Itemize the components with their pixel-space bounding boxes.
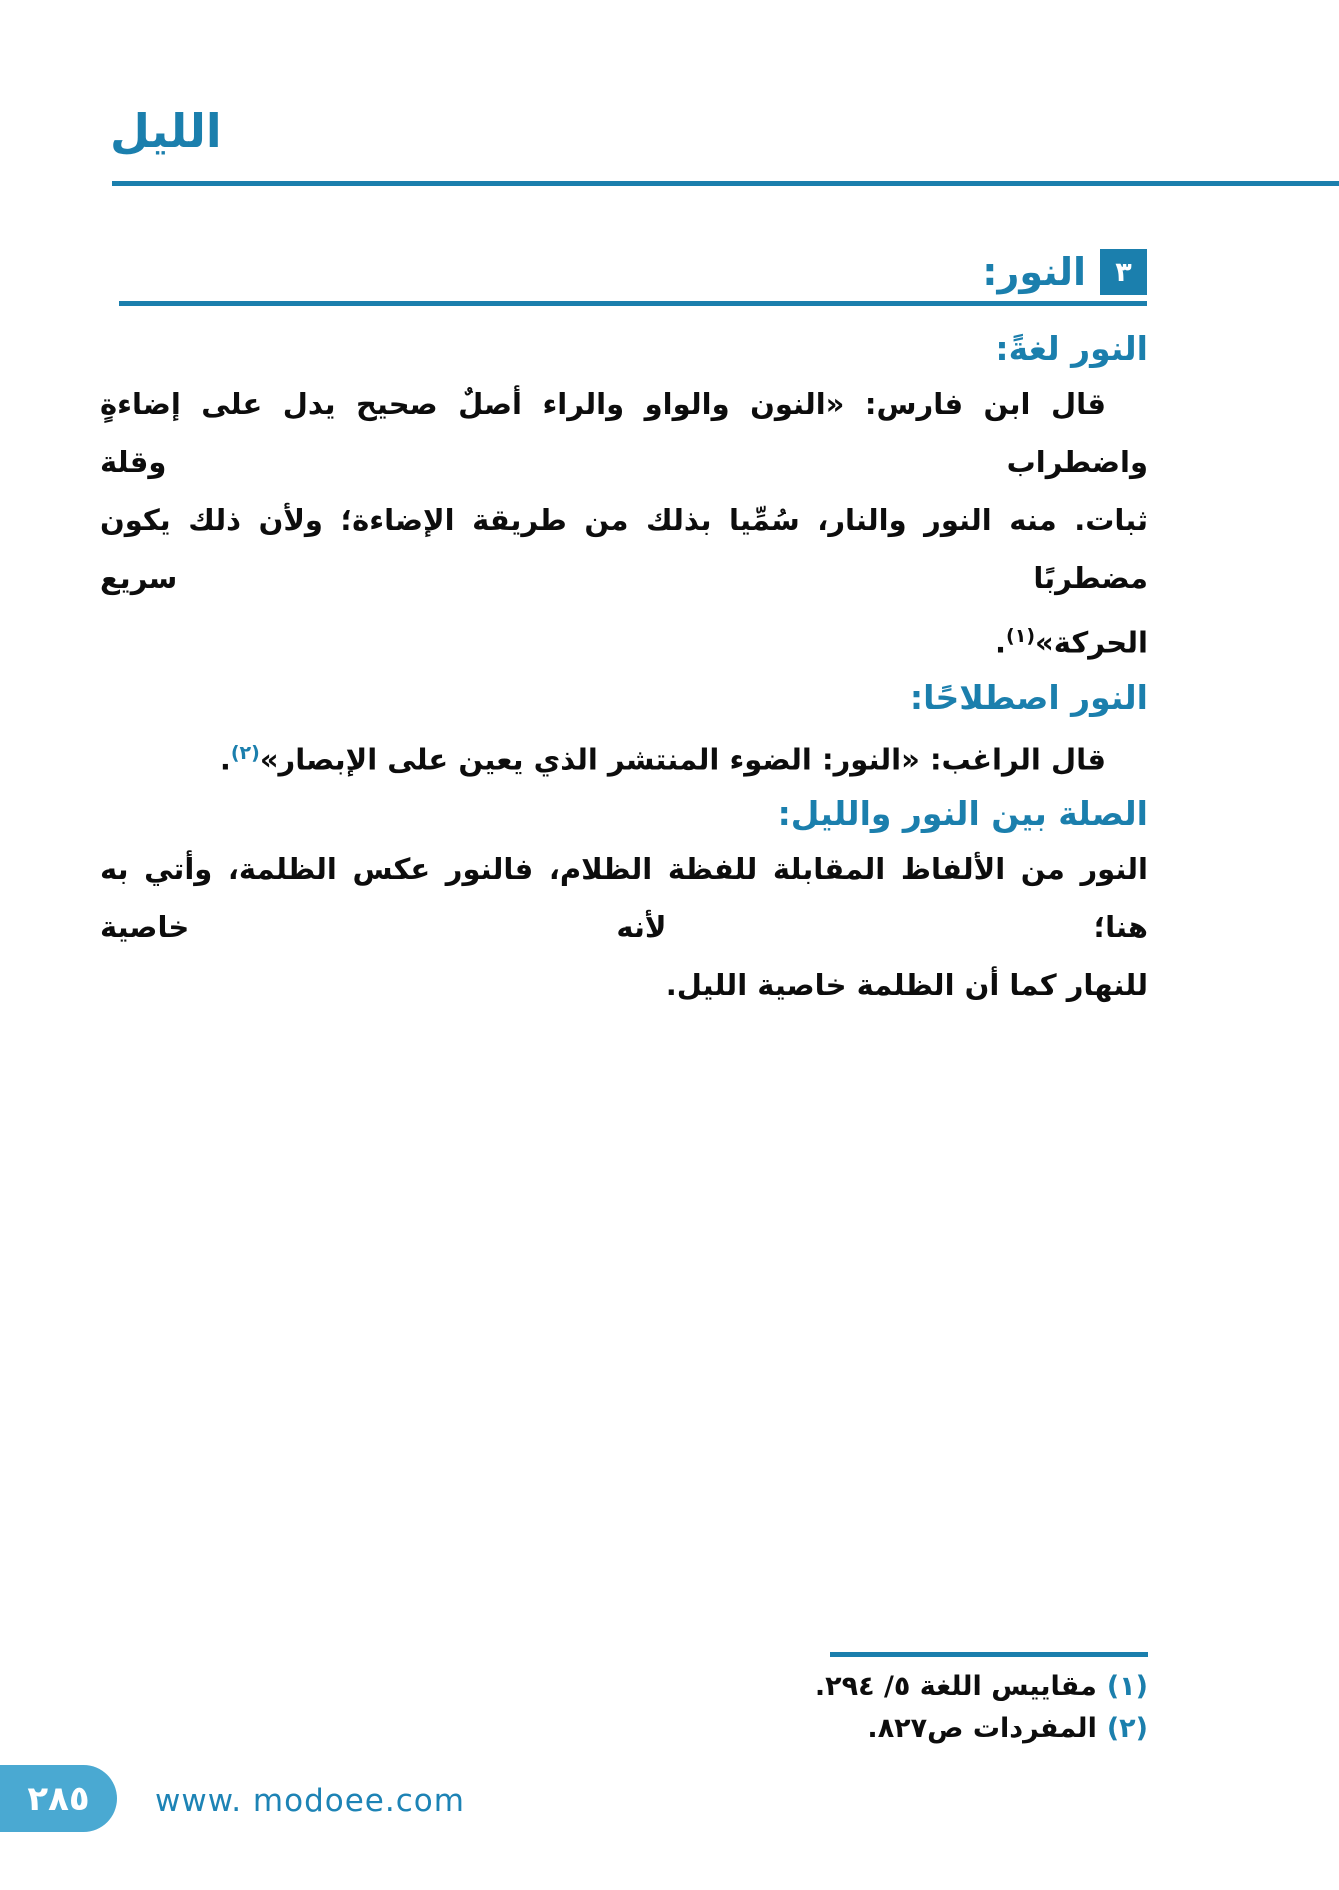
footnote-1 (815, 1666, 1148, 1708)
footnote-2 (815, 1708, 1148, 1750)
paragraph1-line2: ثبات. منه النور والنار، سُمِّيا بذلك من طريقة الإضاءة؛ ولأن ذلك يكون مضطربًا سريع (100, 503, 1148, 595)
section-number: ٣ (1115, 256, 1132, 288)
subheading-sila: الصلة بين النور والليل: (777, 794, 1148, 834)
paragraph1-line3-period: . (995, 625, 1007, 660)
section-title: النور: (982, 250, 1086, 294)
paragraph1-line3 (100, 607, 1148, 672)
paragraph2-text: قال الراغب: «النور: الضوء المنتشر الذي يعين على الإبصار» (259, 742, 1106, 777)
subheading-lugha: النور لغةً: (995, 329, 1148, 368)
paragraph3-line2: للنهار كما أن الظلمة خاصية الليل. (665, 968, 1148, 1003)
footnote-2-marker: (٢) (1106, 1713, 1148, 1744)
paragraph2-period: . (219, 742, 231, 777)
paragraph1-line3-text: الحركة» (1035, 625, 1148, 660)
header-rule (112, 181, 1339, 186)
page-number: ٢٨٥ (27, 1778, 90, 1819)
page-content (100, 323, 1148, 1014)
footnote-1-marker: (١) (1106, 1671, 1148, 1702)
running-head-title: الليل (110, 104, 222, 158)
footnote-1-text: مقاييس اللغة ٥/ ٢٩٤. (814, 1671, 1097, 1702)
footnote-2-text: المفردات ص٨٢٧. (867, 1713, 1097, 1744)
paragraph3-line1: النور من الألفاظ المقابلة للفظة الظلام، فالنور عكس الظلمة، وأتي به هنا؛ لأنه خاصية (100, 852, 1148, 945)
footnotes-block (815, 1666, 1148, 1750)
subheading-istilah: النور اصطلاحًا: (909, 677, 1148, 717)
section-rule (119, 301, 1147, 306)
section-number-box (1100, 249, 1147, 295)
paragraph1-line1: قال ابن فارس: «النون والواو والراء أصلٌ صحيح يدل على إضاءةٍ واضطراب وقلة (100, 387, 1148, 479)
footnote-ref-1: (١) (1006, 625, 1036, 647)
paragraph2-line (100, 724, 1148, 789)
footnote-separator (830, 1652, 1148, 1657)
section-heading (982, 249, 1147, 295)
website-link[interactable]: www. modoee.com (155, 1783, 465, 1819)
page-number-badge (0, 1765, 117, 1832)
footnote-ref-2: (٢) (230, 741, 260, 764)
